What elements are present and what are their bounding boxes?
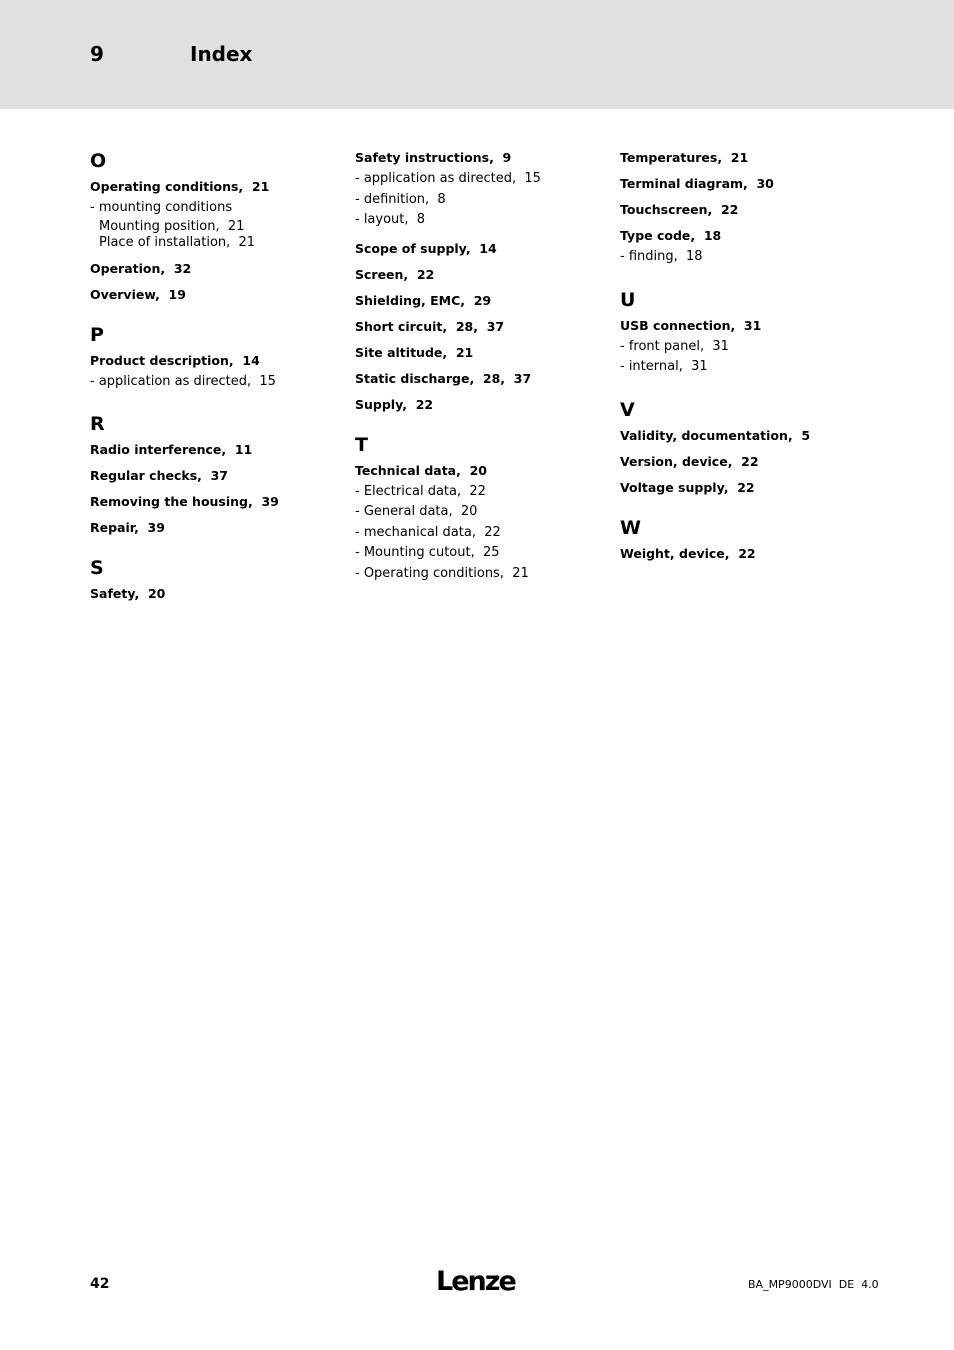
index-column-2 <box>355 150 605 594</box>
index-entry-main: Technical data, 20 <box>355 462 487 478</box>
index-entry <box>90 261 340 277</box>
index-entry <box>355 267 605 283</box>
index-subentry: - General data, 20 <box>355 504 478 519</box>
index-subsubentry: Place of installation, 21 <box>99 234 256 250</box>
index-subentry: - mounting conditions <box>90 200 233 215</box>
index-entry-main: Site altitude, 21 <box>355 344 474 360</box>
index-entry <box>620 480 870 496</box>
index-entry <box>620 428 870 444</box>
index-letter-heading: V <box>620 398 635 421</box>
index-entry <box>90 353 340 393</box>
index-entry-main: USB connection, 31 <box>620 317 762 333</box>
index-letter-heading: O <box>90 150 107 172</box>
chapter-number: 9 <box>90 42 104 66</box>
index-entry-main: Static discharge, 28, 37 <box>355 370 532 386</box>
lenze-logo <box>436 1262 516 1296</box>
index-entry <box>355 345 605 361</box>
index-entry-main: Supply, 22 <box>355 396 434 412</box>
index-column-3 <box>620 150 870 572</box>
index-entry-main: Weight, device, 22 <box>620 545 756 561</box>
index-entry <box>620 454 870 470</box>
page-number: 42 <box>90 1276 110 1292</box>
index-letter-heading: W <box>620 516 641 539</box>
index-entry-main: Operating conditions, 21 <box>90 179 270 194</box>
index-entry <box>90 520 340 536</box>
index-entry-main: Repair, 39 <box>90 520 165 535</box>
index-letter-heading: P <box>90 323 104 346</box>
index-entry <box>90 442 340 458</box>
index-entry <box>90 494 340 510</box>
index-entry-main: Validity, documentation, 5 <box>620 427 811 443</box>
index-entry-main: Overview, 19 <box>90 286 186 302</box>
document-id: BA_MP9000DVI DE 4.0 <box>748 1278 879 1291</box>
index-entry <box>620 202 870 218</box>
index-entry-main: Version, device, 22 <box>620 453 759 469</box>
index-letter-heading: R <box>90 413 105 435</box>
index-entry <box>355 319 605 335</box>
index-subsubentry: Mounting position, 21 <box>99 218 245 234</box>
index-subentry: - Electrical data, 22 <box>355 483 486 499</box>
index-entry <box>620 150 870 166</box>
index-entry <box>620 176 870 192</box>
index-subentry: - Operating conditions, 21 <box>355 565 529 581</box>
index-letter-heading: T <box>355 433 368 456</box>
index-subentry: - definition, 8 <box>355 191 446 207</box>
index-subentry: - finding, 18 <box>620 249 703 264</box>
index-entry-main: Scope of supply, 14 <box>355 240 497 256</box>
index-entry-main: Safety instructions, 9 <box>355 150 512 165</box>
index-entry <box>355 241 605 257</box>
index-entry-main: Product description, 14 <box>90 352 260 368</box>
index-entry-main: Temperatures, 21 <box>620 150 749 165</box>
index-entry <box>620 546 870 562</box>
index-entry <box>355 463 605 585</box>
index-subentry: - internal, 31 <box>620 359 708 374</box>
index-letter-heading: U <box>620 288 636 311</box>
index-entry <box>355 293 605 309</box>
index-entry <box>355 150 605 231</box>
index-subentry: - layout, 8 <box>355 212 426 227</box>
index-entry-main: Removing the housing, 39 <box>90 494 279 509</box>
index-entry-main: Operation, 32 <box>90 260 192 276</box>
index-entry-main: Type code, 18 <box>620 228 722 243</box>
index-entry <box>90 287 340 303</box>
index-entry-main: Short circuit, 28, 37 <box>355 318 505 334</box>
index-letter-heading: S <box>90 557 104 579</box>
index-subentry: - mechanical data, 22 <box>355 524 501 540</box>
index-entry <box>355 371 605 387</box>
index-subentry: - front panel, 31 <box>620 338 729 354</box>
index-entry <box>90 468 340 484</box>
index-entry <box>90 586 340 602</box>
index-column-1 <box>90 150 340 612</box>
index-entry-main: Terminal diagram, 30 <box>620 176 774 191</box>
index-subentry: - Mounting cutout, 25 <box>355 545 500 560</box>
index-entry <box>355 397 605 413</box>
index-entry-main: Shielding, EMC, 29 <box>355 292 492 308</box>
index-entry <box>620 228 870 268</box>
chapter-header-band <box>0 0 954 109</box>
index-entry <box>620 318 870 378</box>
index-entry-main: Safety, 20 <box>90 586 166 601</box>
index-entry-main: Voltage supply, 22 <box>620 479 755 495</box>
chapter-title: Index <box>190 42 253 66</box>
index-subentry: - application as directed, 15 <box>90 373 276 389</box>
index-entry-main: Touchscreen, 22 <box>620 202 739 217</box>
index-entry-main: Regular checks, 37 <box>90 468 228 483</box>
index-entry-main: Radio interference, 11 <box>90 442 253 457</box>
lenze-logo-wordmark: Lenze <box>436 1266 515 1296</box>
index-entry-main: Screen, 22 <box>355 266 435 282</box>
index-subentry: - application as directed, 15 <box>355 171 541 186</box>
index-entry <box>90 179 340 251</box>
